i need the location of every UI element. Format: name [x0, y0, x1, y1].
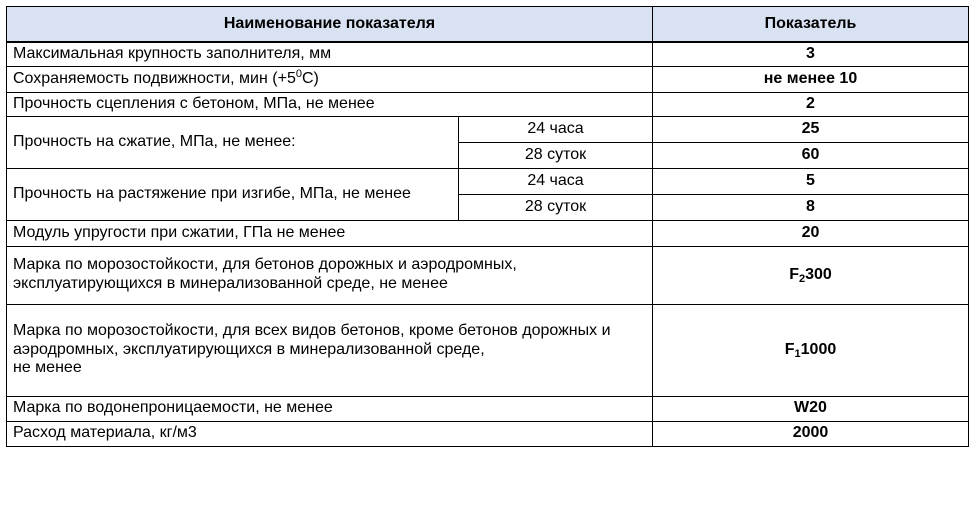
row-value: 2000 [653, 421, 969, 446]
row-name-text-end: не менее [13, 359, 82, 377]
row-name: Прочность на сжатие, МПа, не менее: [7, 116, 459, 168]
table-row [7, 116, 969, 142]
frost-grade-number: 1000 [800, 340, 837, 358]
row-name: Модуль упругости при сжатии, ГПа не менее [7, 220, 653, 246]
frost-grade-index: 2 [798, 272, 806, 285]
table-row [7, 66, 969, 92]
row-sub-label: 28 суток [459, 194, 653, 220]
row-value: 60 [653, 142, 969, 168]
row-value: 20 [653, 220, 969, 246]
table-header-row [7, 7, 969, 43]
row-name-text: Марка по морозостойкости, для всех видов бетонов, кроме бетонов дорожных и аэродромных, эксплуатирующихся в минерализованной среде, [13, 321, 611, 358]
row-value: 8 [653, 194, 969, 220]
degree-superscript: 0 [295, 67, 302, 80]
header-value: Показатель [653, 7, 969, 43]
row-value [653, 246, 969, 304]
row-sub-label: 24 часа [459, 168, 653, 194]
row-name [7, 66, 653, 92]
row-name: Расход материала, кг/м3 [7, 421, 653, 446]
row-name-text: Сохраняемость подвижности, мин (+5 [13, 69, 296, 87]
row-value: W20 [653, 396, 969, 421]
row-name [7, 304, 653, 396]
row-value [653, 304, 969, 396]
row-value: 5 [653, 168, 969, 194]
header-name: Наименование показателя [7, 7, 653, 43]
table-row [7, 42, 969, 66]
table-row [7, 396, 969, 421]
table-row [7, 168, 969, 194]
table-row [7, 92, 969, 116]
row-value: 2 [653, 92, 969, 116]
row-name: Прочность на растяжение при изгибе, МПа, не менее [7, 168, 459, 220]
frost-grade-letter: F [789, 265, 799, 283]
table-row [7, 421, 969, 446]
row-sub-label: 28 суток [459, 142, 653, 168]
frost-grade-index: 1 [794, 347, 801, 360]
row-name: Прочность сцепления с бетоном, МПа, не менее [7, 92, 653, 116]
frost-grade-letter: F [784, 340, 795, 358]
table-row [7, 304, 969, 396]
row-value: 3 [653, 42, 969, 66]
row-value: не менее 10 [653, 66, 969, 92]
table-row [7, 246, 969, 304]
row-name: Марка по водонепроницаемости, не менее [7, 396, 653, 421]
row-value: 25 [653, 116, 969, 142]
row-name: Максимальная крупность заполнителя, мм [7, 42, 653, 66]
row-name-text-end: С) [301, 69, 319, 87]
specifications-table [6, 6, 969, 447]
row-sub-label: 24 часа [459, 116, 653, 142]
table-row [7, 220, 969, 246]
row-name: Марка по морозостойкости, для бетонов дорожных и аэродромных, эксплуатирующихся в минерализованной среде, не менее [7, 246, 653, 304]
frost-grade-number: 300 [805, 265, 832, 283]
